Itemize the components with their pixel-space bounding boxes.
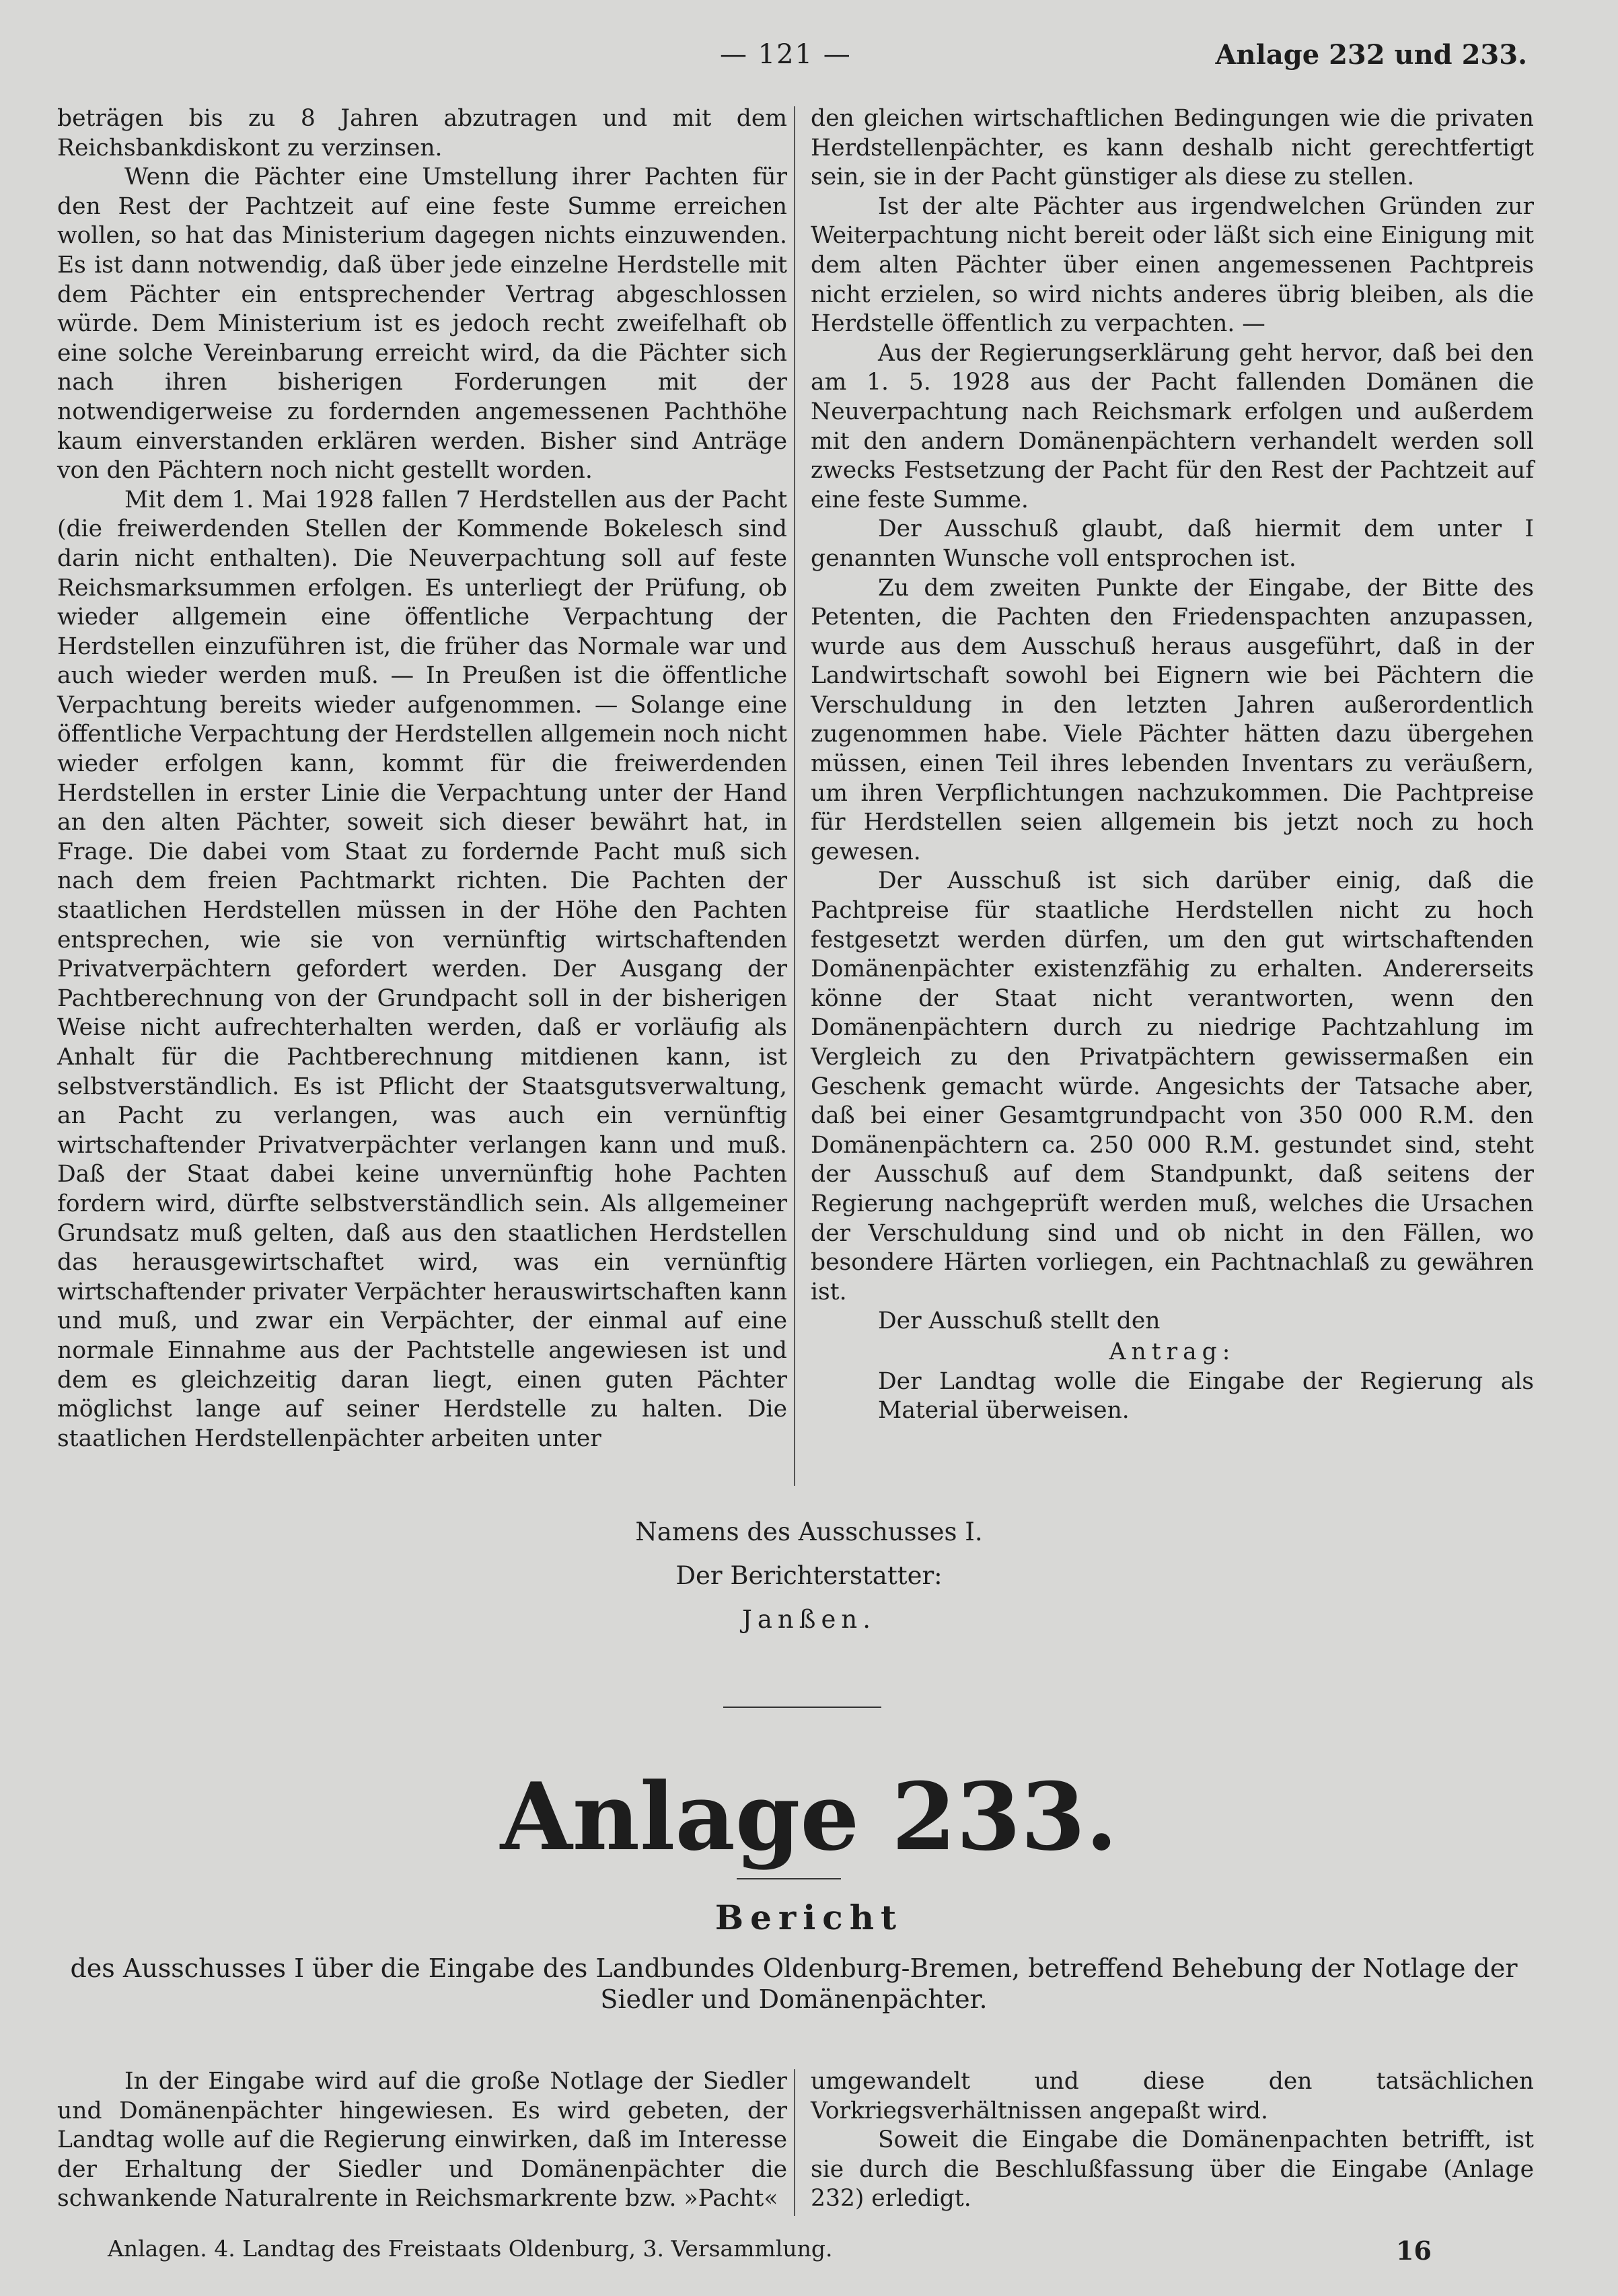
bottom-left-paragraph: In der Eingabe wird auf die große Notlage der Siedler und Domänenpächter hingewiesen. Es wird gebeten, der Landtag wolle auf die Regierung einwirken, daß im Interesse der Erhaltung der Siedler und Domänenpächter die schwankende Naturalrente in Reichsmarkrente bzw. »Pacht« — [57, 2068, 787, 2213]
signature-committee: Namens des Ausschusses I. — [635, 1517, 983, 1546]
running-head: Anlage 232 und 233. — [1215, 39, 1527, 71]
bottom-right-column — [811, 2067, 1534, 2214]
right-paragraph: Der Ausschuß stellt den — [878, 1307, 1161, 1335]
bottom-left-column — [57, 2067, 787, 2214]
right-paragraph: Zu dem zweiten Punkte der Eingabe, der Bitte des Petenten, die Pachten den Friedenspachten anzupassen, wurde aus dem Ausschuß heraus ausgeführt, daß in der Landwirtschaft sowohl bei Eignern wie bei Pächtern die Verschuldung in den letzten Jahren außerordentlich zugenommen habe. Viele Pächter hätten dazu übergehen müssen, einen Teil ihres lebenden Inventars zu veräußern, um ihren Verpflichtungen nachzukommen. Die Pachtpreise für Herdstellen seien allgemein bis jetzt noch zu hoch gewesen. — [811, 574, 1534, 865]
antrag-text: Der Landtag wolle die Eingabe der Regierung als Material überweisen. — [878, 1367, 1534, 1425]
section-title: Anlage 233. — [500, 1762, 1118, 1871]
left-column — [57, 104, 787, 1454]
footer-sheet-number: 16 — [1396, 2235, 1432, 2266]
signature-role: Der Berichterstatter: — [675, 1561, 943, 1590]
left-paragraph: Mit dem 1. Mai 1928 fallen 7 Herdstellen aus der Pacht (die freiwerdenden Stellen der Kommende Bokelesch sind darin nicht enthalten). Die Neuverpachtung soll auf feste Reichsmarksummen erfolgen. Es unterliegt der Prüfung, ob wieder allgemein eine öffentliche Verpachtung der Herdstellen einzuführen ist, die früher das Normale war und auch wieder werden muß. — In Preußen ist die öffentliche Verpachtung bereits wieder aufgenommen. — Solange eine öffentliche Verpachtung der Herdstellen allgemein noch nicht wieder erfolgen kann, kommt für die freiwerdenden Herdstellen in erster Linie die Verpachtung unter der Hand an den alten Pächter, soweit sich dieser bewährt hat, in Frage. Die dabei vom Staat zu fordernde Pacht muß sich nach dem freien Pachtmarkt richten. Die Pachten der staatlichen Herdstellen müssen in der Höhe den Pachten entsprechen, wie sie von vernünftig wirtschaftenden Privatverpächtern gefordert werden. Der Ausgang der Pachtberechnung von der Grundpacht soll in der bisherigen Weise nicht aufrechterhalten werden, daß er vorläufig als Anhalt für die Pachtberechnung mitdienen kann, ist selbstverständlich. Es ist Pflicht der Staatsgutsverwaltung, an Pacht zu verlangen, was auch ein vernünftig wirtschaftender Privatverpächter verlangen kann und muß. Daß der Staat dabei keine unvernünftig hohe Pachten fordern wird, dürfte selbstverständlich sein. Als allgemeiner Grundsatz muß gelten, daß aus den staatlichen Herdstellen das herausgewirtschaftet wird, was ein vernünftig wirtschaftender privater Verpächter herauswirtschaften kann und muß, und zwar ein Verpächter, der einmal auf eine normale Einnahme aus der Pachtstelle angewiesen ist und dem es gleichzeitig daran liegt, einen guten Pächter möglichst lange auf seiner Herdstelle zu halten. Die staatlichen Herdstellenpächter arbeiten unter — [57, 486, 787, 1452]
bottom-right-paragraph: umgewandelt und diese den tatsächlichen Vorkriegsverhältnissen angepaßt wird. — [811, 2068, 1534, 2124]
right-paragraph: Aus der Regierungserklärung geht hervor, daß bei den am 1. 5. 1928 aus der Pacht fallenden Domänen die Neuverpachtung nach Reichsmark erfolgen und außerdem mit den andern Domänenpächtern verhandelt werden soll zwecks Festsetzung der Pacht für den Rest der Pachtzeit auf eine feste Summe. — [811, 339, 1534, 513]
right-column — [811, 104, 1534, 1426]
column-divider — [794, 106, 795, 1486]
right-paragraph: Der Ausschuß glaubt, daß hiermit dem unter I genannten Wunsche voll entsprochen ist. — [811, 515, 1534, 572]
left-paragraph: beträgen bis zu 8 Jahren abzutragen und mit dem Reichsbankdiskont zu verzinsen. — [57, 105, 787, 162]
right-paragraph: den gleichen wirtschaftlichen Bedingungen wie die privaten Herdstellenpächter, es kann deshalb nicht gerechtfertigt sein, sie in der Pacht günstiger als diese zu stellen. — [811, 105, 1534, 191]
left-paragraph: Wenn die Pächter eine Umstellung ihrer Pachten für den Rest der Pachtzeit auf eine feste Summe erreichen wollen, so hat das Ministerium dagegen nichts einzuwenden. Es ist dann notwendig, daß über jede einzelne Herdstelle mit dem Pächter ein entsprechender Vertrag abgeschlossen würde. Dem Ministerium ist es jedoch recht zweifelhaft ob eine solche Vereinbarung erreicht wird, da die Pächter sich nach ihren bisherigen Forderungen mit der notwendigerweise zu fordernden angemessenen Pachthöhe kaum einverstanden erklären werden. Bisher sind Anträge von den Pächtern noch nicht gestellt worden. — [57, 164, 787, 485]
section-subject: des Ausschusses I über die Eingabe des Landbundes Oldenburg-Bremen, betreffend Behebung der Notlage der Siedler und Domänenpächter. — [70, 1953, 1518, 2014]
bottom-column-divider — [794, 2069, 795, 2216]
bottom-right-paragraph: Soweit die Eingabe die Domänenpachten betrifft, ist sie durch die Beschlußfassung über die Eingabe (Anlage 232) erledigt. — [811, 2126, 1534, 2213]
antrag-label: Antrag: — [1109, 1338, 1236, 1365]
right-paragraph: Ist der alte Pächter aus irgendwelchen Gründen zur Weiterpachtung nicht bereit oder läßt sich eine Einigung mit dem alten Pächter über einen angemessenen Pachtpreis nicht erzielen, so wird nichts anderes übrig bleiben, als die Herdstelle öffentlich zu verpachten. — — [811, 192, 1534, 338]
title-underline — [737, 1878, 841, 1879]
right-paragraph: Der Ausschuß ist sich darüber einig, daß die Pachtpreise für staatliche Herdstellen nicht zu hoch festgesetzt werden dürfen, um den gut wirtschaftenden Domänenpächter existenzfähig zu erhalten. Andererseits könne der Staat nicht verantworten, wenn den Domänenpächtern durch zu niedrige Pachtzahlung im Vergleich zu den Privatpächtern gewissermaßen ein Geschenk gemacht würde. Angesichts der Tatsache aber, daß bei einer Gesamtgrundpacht von 350 000 R.M. den Domänenpächtern ca. 250 000 R.M. gestundet sind, steht der Ausschuß auf dem Standpunkt, daß seitens der Regierung nachgeprüft werden muß, welches die Ursachen der Verschuldung sind und ob nicht in den Fällen, wo besondere Härten vorliegen, ein Pachtnachlaß zu gewähren ist. — [811, 867, 1534, 1305]
section-heading: Bericht — [714, 1898, 904, 1937]
page-number: — 121 — — [720, 39, 852, 70]
footer-source: Anlagen. 4. Landtag des Freistaats Oldenburg, 3. Versammlung. — [108, 2235, 833, 2262]
section-separator — [723, 1707, 881, 1708]
signature-name: Janßen. — [742, 1605, 876, 1634]
